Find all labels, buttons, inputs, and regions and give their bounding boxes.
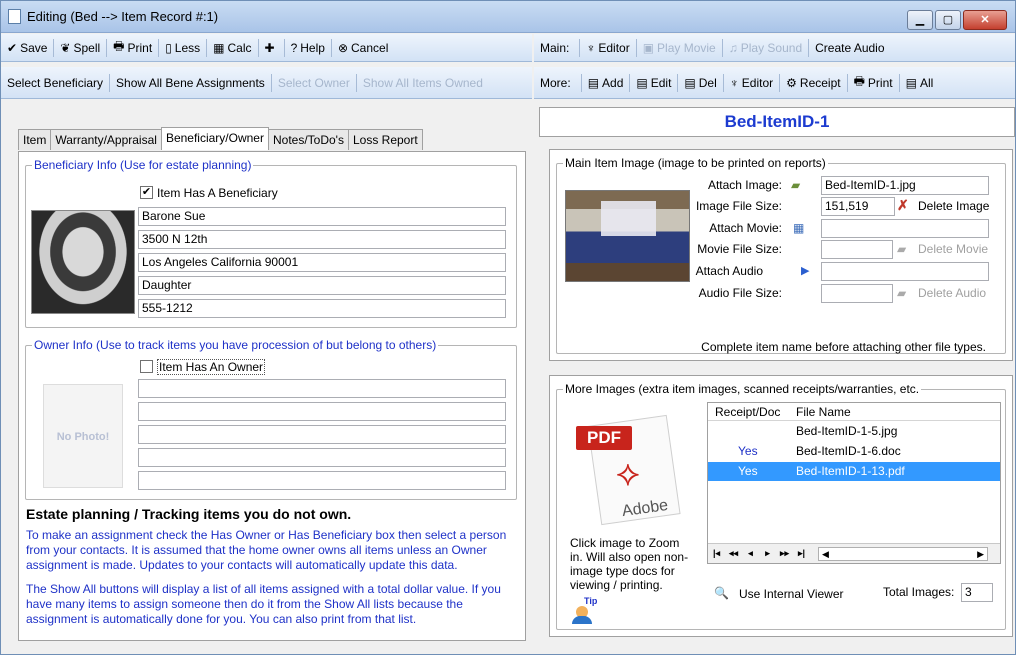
main-toolbar-label: Main: xyxy=(540,40,570,55)
grid-hscrollbar[interactable] xyxy=(818,547,988,561)
tab-warranty-appraisal[interactable]: Warranty/Appraisal xyxy=(50,129,162,150)
grid-nav-button[interactable]: ◂ xyxy=(748,548,753,558)
no-photo-placeholder[interactable]: No Photo! xyxy=(43,384,123,488)
more-edit-label: Edit xyxy=(650,75,672,90)
tab-notes-todo-s[interactable]: Notes/ToDo's xyxy=(268,129,349,150)
calc-icon: ▦ xyxy=(213,40,225,55)
cancel-icon: ⊗ xyxy=(337,40,349,55)
title-bar xyxy=(1,1,1015,33)
adobe-wordmark: Adobe xyxy=(620,496,670,521)
beneficiary-field[interactable]: 3500 N 12th xyxy=(138,230,506,249)
main-play-sound-button[interactable] xyxy=(723,34,808,61)
more-editor-label: Editor xyxy=(741,75,774,90)
images-grid xyxy=(707,402,1001,564)
more-receipt-button[interactable] xyxy=(780,67,846,98)
save-icon: ✔ xyxy=(7,40,18,55)
movie-size-field[interactable] xyxy=(821,240,893,259)
tools-button[interactable] xyxy=(259,34,284,61)
pdf-badge: PDF xyxy=(576,426,632,450)
owner-field[interactable] xyxy=(138,425,506,444)
edit-toolbar xyxy=(1,34,532,62)
document-icon xyxy=(8,9,21,24)
attach-movie-field[interactable] xyxy=(821,219,989,238)
more-edit-button[interactable] xyxy=(630,67,677,98)
owner-legend: Owner Info (Use to track items you have procession of but belong to others) xyxy=(34,338,437,352)
more-images-legend: More Images (extra item images, scanned receipts/warranties, etc. xyxy=(565,382,920,396)
grid-nav-button[interactable]: |◂ xyxy=(712,548,721,558)
zoom-help-text: Click image to Zoom in. Will also open non-image type docs for viewing / printing. xyxy=(570,536,689,592)
toolbar-label: Editor xyxy=(598,40,630,55)
main-play-sound-icon: ♫ xyxy=(728,40,738,55)
more-receipt-icon: ⚙ xyxy=(786,75,797,90)
more-editor-icon: ♆ xyxy=(729,75,739,90)
table-row[interactable] xyxy=(708,422,1000,441)
beneficiary-field[interactable]: 555-1212 xyxy=(138,299,506,318)
scroll-right-icon[interactable]: ▶ xyxy=(977,548,984,559)
more-print-label: Print xyxy=(867,75,893,90)
main-editor-button[interactable] xyxy=(580,34,635,61)
select-owner-button[interactable]: Select Owner xyxy=(277,75,350,90)
item-name-title: Bed-ItemID-1 xyxy=(539,107,1015,137)
tip-icon[interactable] xyxy=(570,598,596,624)
owner-field[interactable] xyxy=(138,402,506,421)
info-paragraph-2: The Show All buttons will display a list of all items assigned with a total dollar value. If you have many items to assign someone then do it from the Show All lists because the assignment is automatically done for you. You can also print from that list. xyxy=(26,582,501,626)
beneficiary-checkbox-label: Item Has A Beneficiary xyxy=(157,186,278,200)
film-icon[interactable]: ▦ xyxy=(793,221,805,235)
print-button[interactable] xyxy=(107,34,158,61)
beneficiary-photo[interactable] xyxy=(31,210,135,314)
show-all-items-owned-button[interactable]: Show All Items Owned xyxy=(362,75,483,90)
main-create-audio-button[interactable] xyxy=(809,34,890,61)
attach-audio-field[interactable] xyxy=(821,262,989,281)
filename-cell: Bed-ItemID-1-13.pdf xyxy=(796,464,905,478)
toolbar-label: Play Movie xyxy=(657,40,716,55)
delete-audio-button[interactable]: Delete Audio xyxy=(918,286,987,300)
window-title: Editing (Bed --> Item Record #:1) xyxy=(27,9,219,24)
beneficiary-owner-panel xyxy=(18,151,526,641)
owner-checkbox[interactable] xyxy=(140,360,153,373)
tab-beneficiary-owner[interactable]: Beneficiary/Owner xyxy=(161,127,269,150)
image-size-field[interactable]: 151,519 xyxy=(821,197,895,216)
delete-movie-button[interactable]: Delete Movie xyxy=(918,242,989,256)
grid-nav-button[interactable]: ▸ xyxy=(765,548,770,558)
table-row[interactable] xyxy=(708,442,1000,461)
attach-audio-label: Attach Audio xyxy=(695,264,763,278)
filename-cell: Bed-ItemID-1-6.doc xyxy=(796,444,901,458)
main-image-panel xyxy=(549,149,1013,361)
total-images-label: Total Images: xyxy=(883,585,955,599)
help-button[interactable] xyxy=(285,34,331,61)
more-print-button[interactable] xyxy=(848,67,899,98)
more-add-button[interactable] xyxy=(582,67,630,98)
more-all-label: All xyxy=(919,75,934,90)
info-paragraph-1: To make an assignment check the Has Owner or Has Beneficiary box then select a person from your contacts. It is assumed that the home owner owns all items unless an Owner assignment is made. Updates to your contacts will automatically update this data. xyxy=(26,528,507,572)
more-edit-icon: ▤ xyxy=(636,75,648,90)
movie-size-label: Movie File Size: xyxy=(697,242,782,256)
play-audio-icon[interactable]: ▶ xyxy=(801,265,810,277)
assignment-toolbar xyxy=(1,67,532,99)
main-toolbar xyxy=(534,34,1015,62)
help-button-label: Help xyxy=(300,40,325,55)
attach-image-field[interactable]: Bed-ItemID-1.jpg xyxy=(821,176,989,195)
more-add-label: Add xyxy=(602,75,624,90)
viewer-icon: 🔍 xyxy=(714,586,729,600)
cancel-button[interactable] xyxy=(332,34,394,61)
grid-nav-button[interactable]: ▸| xyxy=(797,548,806,558)
beneficiary-checkbox[interactable]: ✔ xyxy=(141,186,152,198)
delete-image-icon[interactable]: ✗ xyxy=(897,197,909,213)
toolbar-label: Play Sound xyxy=(740,40,803,55)
audio-size-label: Audio File Size: xyxy=(698,286,782,300)
more-toolbar-label: More: xyxy=(540,75,571,90)
toolbar-label: Create Audio xyxy=(815,40,885,55)
cancel-button-label: Cancel xyxy=(351,40,389,55)
beneficiary-field[interactable]: Daughter xyxy=(138,276,506,295)
grid-nav-button[interactable]: ▸▸ xyxy=(779,548,790,558)
save-button[interactable] xyxy=(1,34,53,61)
print-button-label: Print xyxy=(127,40,153,55)
owner-checkbox-label: Item Has An Owner xyxy=(159,360,264,374)
main-play-movie-icon: ▣ xyxy=(642,40,655,55)
more-del-icon: ▤ xyxy=(684,75,696,90)
tab-item[interactable]: Item xyxy=(18,129,51,150)
attach-image-label: Attach Image: xyxy=(707,178,782,192)
save-button-label: Save xyxy=(20,40,48,55)
more-del-button[interactable] xyxy=(678,67,722,98)
main-play-movie-button[interactable] xyxy=(637,34,722,61)
adobe-logo-icon: ⟡ xyxy=(616,452,640,493)
more-toolbar xyxy=(534,67,1015,99)
more-editor-button[interactable] xyxy=(724,67,779,98)
grid-navigator xyxy=(708,543,1000,563)
table-row[interactable] xyxy=(708,462,1000,481)
close-button[interactable]: ✕ xyxy=(963,10,1007,30)
beneficiary-field[interactable]: Los Angeles California 90001 xyxy=(138,253,506,272)
col-filename-header[interactable]: File Name xyxy=(796,405,851,419)
pdf-preview[interactable] xyxy=(576,416,682,526)
show-all-bene-assignments-button[interactable]: Show All Bene Assignments xyxy=(116,75,265,90)
owner-field[interactable] xyxy=(138,379,506,398)
use-internal-viewer[interactable]: Use Internal Viewer xyxy=(739,587,844,601)
more-print-icon: 🖶 xyxy=(853,74,865,88)
beneficiary-legend: Beneficiary Info (Use for estate planning) xyxy=(34,158,252,172)
owner-field[interactable] xyxy=(138,448,506,467)
more-all-icon: ▤ xyxy=(905,75,917,90)
calc-button-label: Calc xyxy=(227,40,252,55)
main-image-legend: Main Item Image (image to be printed on reports) xyxy=(565,156,826,170)
total-images-field[interactable]: 3 xyxy=(961,583,993,602)
tools-icon: ✚ xyxy=(264,40,275,55)
main-item-image[interactable] xyxy=(565,190,690,282)
more-all-button[interactable] xyxy=(900,67,940,98)
image-size-label: Image File Size: xyxy=(695,199,782,213)
help-icon: ? xyxy=(290,40,298,55)
calc-button[interactable] xyxy=(207,34,257,61)
delete-image-button[interactable]: Delete Image xyxy=(918,199,990,213)
less-button[interactable] xyxy=(159,34,206,61)
owner-field[interactable] xyxy=(138,471,506,490)
filename-cell: Bed-ItemID-1-5.jpg xyxy=(796,424,898,438)
tab-loss-report[interactable]: Loss Report xyxy=(348,129,423,150)
delete-movie-icon: ▰ xyxy=(897,242,907,256)
receipt-cell: Yes xyxy=(738,464,758,478)
delete-audio-icon: ▰ xyxy=(897,286,907,300)
less-icon: ▯ xyxy=(165,40,172,55)
print-icon: 🖶 xyxy=(113,39,125,53)
attach-image-icon[interactable]: ▰ xyxy=(791,178,801,192)
grid-nav-button[interactable]: ◂◂ xyxy=(728,548,739,558)
more-receipt-label: Receipt xyxy=(799,75,841,90)
audio-size-field[interactable] xyxy=(821,284,893,303)
more-images-panel xyxy=(549,375,1013,637)
receipt-cell: Yes xyxy=(738,444,758,458)
scroll-left-icon[interactable]: ◀ xyxy=(822,548,829,559)
grid-header xyxy=(708,403,1000,421)
record-tabs xyxy=(18,129,422,150)
spell-button-label: Spell xyxy=(73,40,101,55)
main-editor-icon: ♆ xyxy=(586,40,596,55)
beneficiary-field[interactable]: Barone Sue xyxy=(138,207,506,226)
more-add-icon: ▤ xyxy=(587,75,600,90)
spell-icon: ❦ xyxy=(60,40,71,55)
attach-note: Complete item name before attaching other file types. xyxy=(701,340,986,354)
restore-button[interactable]: ▢ xyxy=(935,10,961,30)
minimize-button[interactable]: ▁ xyxy=(907,10,933,30)
more-del-label: Del xyxy=(698,75,717,90)
attach-movie-label: Attach Movie: xyxy=(709,221,782,235)
col-receipt-header[interactable]: Receipt/Doc xyxy=(715,405,781,419)
info-heading: Estate planning / Tracking items you do not own. xyxy=(26,506,352,522)
spell-button[interactable] xyxy=(54,34,106,61)
tip-label: Tip xyxy=(584,596,598,606)
select-beneficiary-button[interactable]: Select Beneficiary xyxy=(7,75,104,90)
less-button-label: Less xyxy=(174,40,201,55)
